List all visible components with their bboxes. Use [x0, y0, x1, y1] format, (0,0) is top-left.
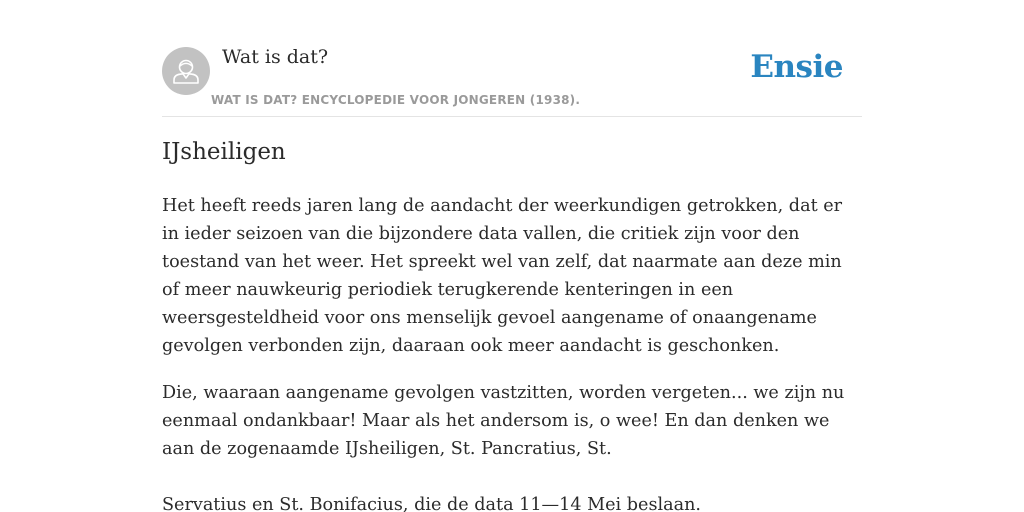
article-title: IJsheiligen: [162, 139, 286, 165]
user-icon: [162, 47, 210, 95]
source-header: [162, 0, 862, 117]
source-subtitle[interactable]: WAT IS DAT? ENCYCLOPEDIE VOOR JONGEREN (1938).: [211, 93, 581, 107]
article-paragraph: Servatius en St. Bonifacius, die de data 11—14 Mei beslaan.: [162, 495, 702, 512]
article-paragraph: Die, waaraan aangename gevolgen vastzitten, worden vergeten... we zijn nu eenmaal ondankbaar! Maar als het andersom is, o wee! En dan denken we aan de zogenaamde IJsheiligen, St. Pancratius, St.: [162, 383, 845, 459]
article-paragraph: Het heeft reeds jaren lang de aandacht der weerkundigen getrokken, dat er in ieder seizoen van die bijzondere data vallen, die critiek zijn voor den toestand van het weer. Het spreekt wel van zelf, dat naarmate aan deze min of meer nauwkeurig periodiek terugkerende kenteringen in een weersgesteldheid voor ons menselijk gevoel aangename of onaangename gevolgen verbonden zijn, daaraan ook meer aandacht is geschonken.: [162, 196, 843, 356]
article-body: [162, 192, 862, 512]
ensie-logo[interactable]: Ensie: [750, 49, 843, 85]
page-container: [162, 0, 862, 512]
source-title[interactable]: Wat is dat?: [222, 46, 329, 68]
avatar[interactable]: [162, 47, 210, 95]
